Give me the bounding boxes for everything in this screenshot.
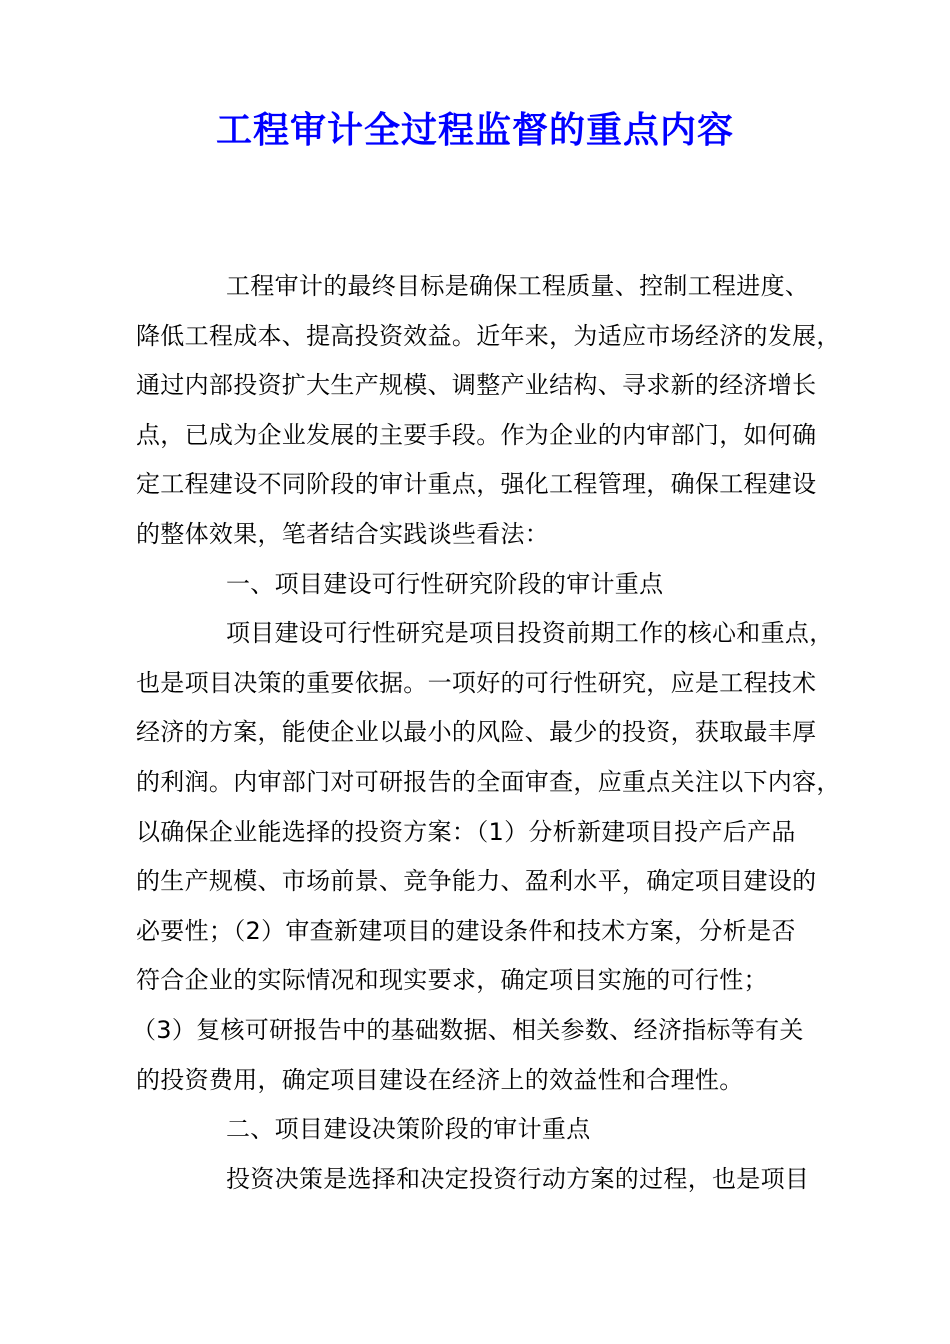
paragraph-line: 点，已成为企业发展的主要手段。作为企业的内审部门，如何确 [136, 420, 817, 449]
paragraph-line: 的利润。内审部门对可研报告的全面审查，应重点关注以下内容， [136, 767, 841, 796]
paragraph-line: 的生产规模、市场前景、竞争能力、盈利水平，确定项目建设的 [136, 867, 817, 896]
paragraph-line: 的投资费用，确定项目建设在经济上的效益性和合理性。 [136, 1065, 744, 1094]
paragraph-line: 也是项目决策的重要依据。一项好的可行性研究，应是工程技术 [136, 668, 817, 697]
document-title: 工程审计全过程监督的重点内容 [215, 110, 734, 151]
paragraph-line: 通过内部投资扩大生产规模、调整产业结构、寻求新的经济增长 [136, 371, 817, 400]
paragraph-line: 必要性；（2）审查新建项目的建设条件和技术方案，分析是否 [136, 916, 796, 945]
section-heading: 一、项目建设可行性研究阶段的审计重点 [226, 569, 664, 598]
paragraph-line: 以确保企业能选择的投资方案：（1）分析新建项目投产后产品 [136, 817, 796, 846]
paragraph-line: 工程审计的最终目标是确保工程质量、控制工程进度、 [226, 272, 810, 300]
paragraph-line: 降低工程成本、提高投资效益。近年来，为适应市场经济的发展， [136, 321, 841, 350]
document-body [132, 262, 841, 1204]
paragraph-line: 定工程建设不同阶段的审计重点，强化工程管理，确保工程建设 [136, 470, 817, 499]
paragraph-line: 的整体效果，笔者结合实践谈些看法： [136, 519, 550, 548]
paragraph-line: 投资决策是选择和决定投资行动方案的过程，也是项目 [226, 1164, 810, 1193]
paragraph-line: 项目建设可行性研究是项目投资前期工作的核心和重点， [226, 619, 834, 648]
paragraph-line: （3）复核可研报告中的基础数据、相关参数、经济指标等有关 [132, 1015, 804, 1044]
section-heading: 二、项目建设决策阶段的审计重点 [226, 1115, 591, 1144]
paragraph-line: 经济的方案，能使企业以最小的风险、最少的投资，获取最丰厚 [136, 718, 817, 747]
paragraph-line: 符合企业的实际情况和现实要求，确定项目实施的可行性； [136, 966, 768, 995]
